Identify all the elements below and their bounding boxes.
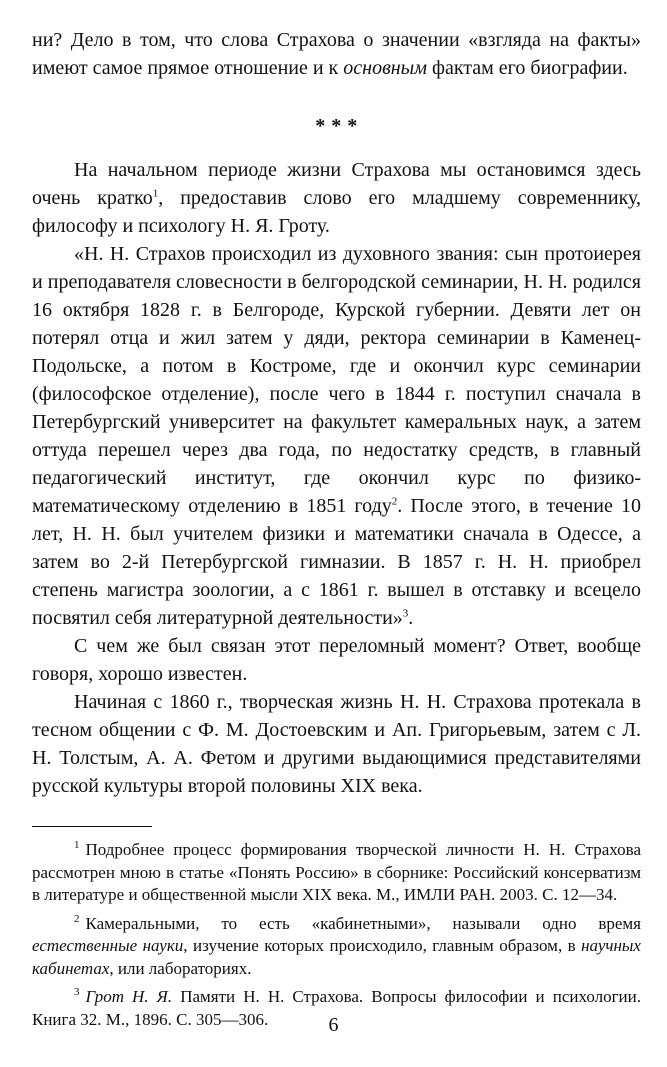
section-separator: * * * [315, 115, 358, 137]
paragraph-5: Начиная с 1860 г., творческая жизнь Н. Н. Страхова протекала в тесном общении с Ф. М. Достоевским и Ап. Григорьевым, затем с Л. Н. Толстым, А. А. Фетом и другими выдающимися представителями русской культуры второй половины XIX века. [32, 691, 641, 797]
paragraph-1 [32, 26, 641, 82]
footnote-3-number: 3 [74, 986, 80, 999]
paragraph-3-text-a: «Н. Н. Страхов происходил из духовного звания: сын протоиерея и преподавателя словесности в белгородской семинарии, Н. Н. родился 16 октября 1828 г. в Белгороде, Курской губернии. Девяти лет он потерял отца и жил затем у дяди, ректора семинарии в Каменец-Подольске, а потом в Костроме, где и окончил курс семинарии (философское отделение), после чего в 1844 г. поступил сначала в Петербургский университет на факультет камеральных наук, а затем оттуда перешел через два года, по недостатку средств, в главный педагогический институт, где окончил курс по физико-математическому отделению в 1851 году [32, 243, 641, 517]
paragraph-1-text-a: ни? Дело в том, что слова Страхова о значении «взгляда на факты» имеют самое прямое отношение и к [32, 29, 641, 79]
footnote-divider [32, 826, 152, 827]
paragraph-2-text-b: , предоставив слово его младшему современнику, философу и психологу Н. Я. Гроту. [32, 187, 641, 237]
paragraph-3 [32, 240, 641, 632]
book-page [32, 26, 641, 1037]
page-number: 6 [328, 1014, 339, 1036]
footnote-2-emphasis-2: научных кабинетах [32, 936, 641, 978]
footnote-2-text-b: , изучение которых происходило, главным образом, в [183, 936, 582, 955]
footnote-ref-1: 1 [152, 187, 159, 200]
footnotes [32, 839, 641, 1031]
footnote-3-text: Памяти Н. Н. Страхова. Вопросы философии и психологии. Книга 32. М., 1896. С. 305—306. [32, 987, 641, 1029]
footnote-ref-3: 3 [402, 607, 409, 620]
paragraph-3-text-b: . После этого, в течение 10 лет, Н. Н. был учителем физики и математики сначала в Одессе, а затем во 2-й Петербургской гимназии. В 1857 г. Н. Н. приобрел степень магистра зоологии, а с 1861 г. вышел в отставку и всецело посвятил себя литературной деятельности» [32, 495, 641, 629]
paragraph-3-text-c: . [408, 607, 414, 629]
footnote-3-author: Грот Н. Я. [85, 987, 173, 1006]
footnote-2-text-c: , или лабораториях. [109, 958, 252, 978]
paragraph-2-text-a: На начальном периоде жизни Страхова мы остановимся здесь очень кратко [32, 159, 641, 209]
footnote-1-text: Подробнее процесс формирования творческой личности Н. Н. Страхова рассмотрен мною в статье «Понять Россию» в сборнике: Российский консерватизм в литературе и общественной мысли XIX века. М., ИМЛИ РАН. 2003. С. 12—34. [32, 840, 641, 904]
footnote-2-number: 2 [74, 912, 80, 925]
paragraph-1-emphasis: основным [343, 57, 427, 79]
footnote-2-emphasis-1: естественные науки [32, 936, 184, 955]
paragraph-4: С чем же был связан этот переломный момент? Ответ, вообще говоря, хорошо известен. [32, 635, 641, 685]
footnote-2-text-a: Камеральными, то есть «кабинетными», называли одно время [85, 913, 641, 933]
footnote-1 [32, 839, 641, 907]
paragraph-2 [32, 156, 641, 240]
paragraph-1-text-b: фактам его биографии. [427, 57, 628, 79]
footnote-2 [32, 913, 641, 981]
footnote-ref-2: 2 [391, 495, 398, 508]
footnote-1-number: 1 [74, 839, 80, 852]
